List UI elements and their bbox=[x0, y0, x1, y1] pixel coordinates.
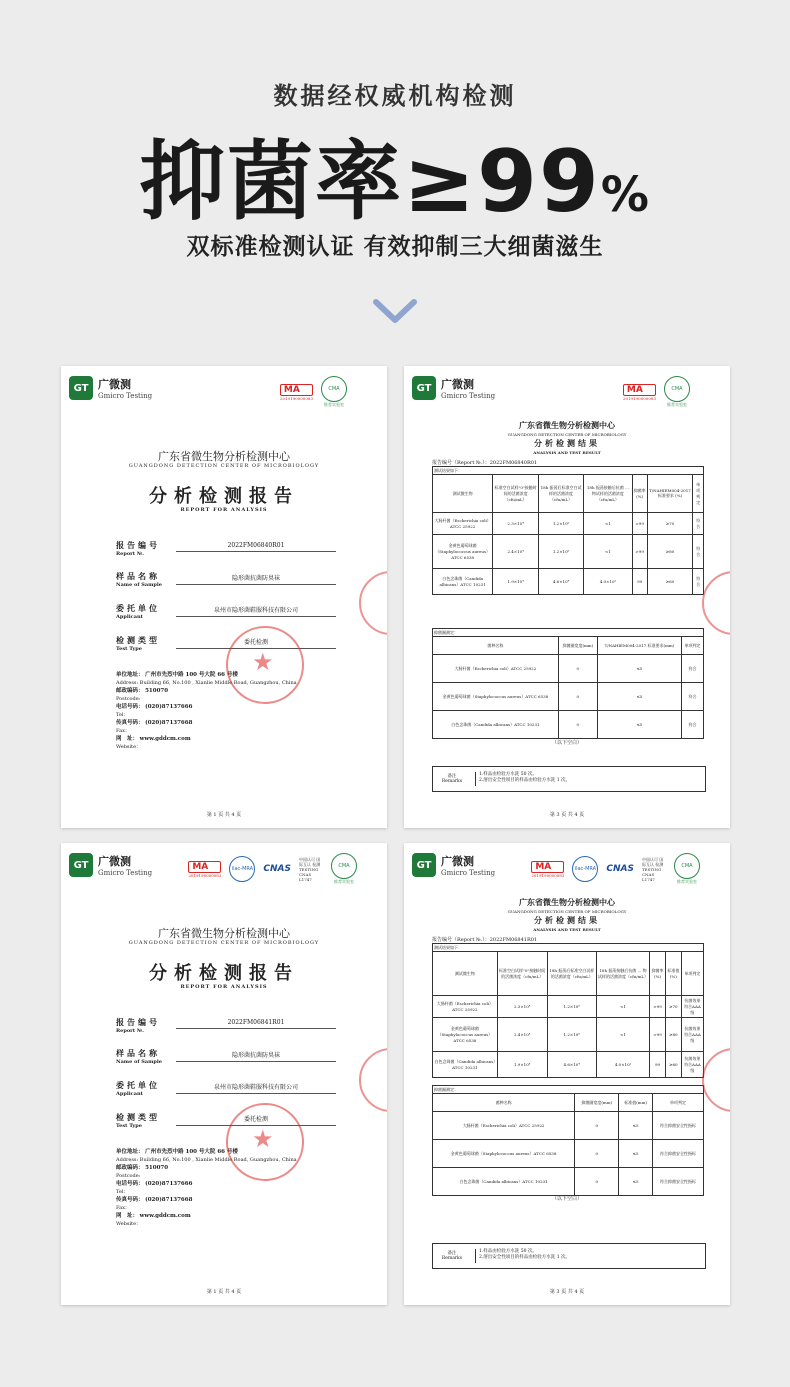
result-title: 分析检测结果 bbox=[534, 915, 600, 925]
table-row: 金黄色葡萄球菌（Staphylococcus aureus）ATCC 6538 2.4×10⁴ 1.2×10⁶ <1 >99 ≥80 符合 bbox=[433, 535, 704, 569]
edge-stamp-icon bbox=[359, 1048, 387, 1112]
sample-field: 样品名称 Name of Sample 隐形菌抗菌防臭袜 bbox=[116, 571, 346, 588]
official-stamp-icon bbox=[226, 1103, 304, 1181]
sample-field: 样品名称 Name of Sample 隐形菌抗菌防臭袜 bbox=[116, 1048, 346, 1065]
page-number: 第 1 页 共 4 页 bbox=[206, 812, 242, 818]
test-type-field: 检测类型 Test Type 委托检测 bbox=[116, 635, 346, 652]
cmmo-seal-icon: CMA bbox=[664, 376, 690, 402]
table-row: 金黄色葡萄球菌（Staphylococcus aureus）ATCC 6538 2.4×10⁴ 1.2×10⁶ <1 >99 ≥80 抗菌效果符合AAA级 bbox=[433, 1018, 704, 1052]
page-number: 第 3 页 共 4 页 bbox=[549, 812, 585, 818]
org-name-en: GUANGDONG DETECTION CENTER OF MICROBIOLOGY bbox=[128, 940, 320, 946]
certification-marks: MA 2019190000083 ilac-MRA CNAS 中国认可 国际互认 检测 TESTING CNAS L1747 CMA 推荐实验室 bbox=[188, 853, 357, 885]
halo-table: 抑菌圈测定： 菌种名称 抑菌圈宽度(mm) T/NAHIEM004-2017 标准要求(mm) 单项判定 大肠杆菌（Escherichia coli）ATCC 25922 0 ≤5 符合 金黄色葡萄球菌（Staphylococcus aureus）ATCC 6538 0 ≤5 符合 白色念珠菌（Candida albicans）ATCC 10231 0 ≤5 符合 bbox=[432, 628, 704, 739]
gt-logo-icon: GT bbox=[69, 853, 93, 877]
brand-logo bbox=[69, 376, 152, 400]
test-type-value: 委托检测 bbox=[176, 637, 336, 649]
brand-logo: GT 广微测 Gmicro Testing bbox=[412, 376, 495, 400]
report-no-field: 报告编号 Report №. 2022FM06840R01 bbox=[116, 540, 346, 557]
org-name: 广东省微生物分析检测中心 bbox=[519, 420, 615, 430]
table-row: 大肠杆菌（Escherichia coli）ATCC 25922 2.3×10⁴ 1.2×10⁶ <1 >99 ≥70 抗菌效果符合AAA级 bbox=[433, 996, 704, 1018]
certification-marks: MA 2019190000083 CMA 推荐实验室 bbox=[623, 376, 690, 408]
table-row: 大肠杆菌（Escherichia coli）ATCC 25922 2.3×10⁴ 1.2×10⁶ <1 >99 ≥70 符合 bbox=[433, 513, 704, 535]
table-row: 白色念珠菌（Candida albicans）ATCC 10231 0 ≤5 符合 bbox=[433, 711, 704, 739]
table-header-row: 测试微生物 标准空白试样"0"接触时间的活菌浓度（cfu/mL） 18h 振荡后标准空白试样的活菌浓度（cfu/mL） 18h 振荡接触后抗菌 ... 物试样的活菌浓度（cfu/mL） 抑菌率 (%) T/NAHIEM004-2017 标准要求 (%) 单项判定 bbox=[433, 475, 704, 513]
report-no-value: 2022FM06841R01 bbox=[176, 1019, 336, 1029]
gt-logo-icon: GT bbox=[412, 853, 436, 877]
cmmo-caption: 推荐实验室 bbox=[324, 402, 344, 407]
result-title: 分析检测结果 bbox=[534, 438, 600, 448]
contact-block: 单位地址： 广州市先烈中路 100 号大院 66 号楼 Address: Building 66, No.100 , Xianlie Middle Road, Guangzhou, China 邮政编码： 510070 Postcode: 电话号码： (020)87137666 Tel： 传真号码： (020)87137668 Fax： 网 址： www.gddcm.com Website： bbox=[116, 1149, 297, 1227]
remarks-box: 备注 Remarks 1.样品由检验方水洗 50 次。 2.溶出安全性项目的样品由检验方水洗 1 次。 bbox=[432, 766, 706, 792]
org-name: 广东省微生物分析检测中心 bbox=[158, 450, 290, 463]
table-row: 金黄色葡萄球菌（Staphylococcus aureus）ATCC 6538 0 ≤5 符合 bbox=[433, 683, 704, 711]
report-no-value: 2022FM06840R01 bbox=[176, 542, 336, 552]
blank-below-note: （以下空白） bbox=[551, 1196, 582, 1202]
remarks-box: 备注 Remarks 1.样品由检验方水洗 50 次。 2.溶出安全性项目的样品由检验方水洗 1 次。 bbox=[432, 1243, 706, 1269]
ilac-mra-icon: ilac-MRA bbox=[229, 856, 255, 882]
page-number: 第 3 页 共 4 页 bbox=[549, 1289, 585, 1295]
brand-logo: GT 广微测 Gmicro Testing bbox=[412, 853, 495, 877]
cmmo-seal-icon: CMA bbox=[321, 376, 347, 402]
table-header-row: 测试微生物 标准空白试样"0"接触时间的活菌浓度（cfu/mL） 18h 振荡后标准空白试样的活菌浓度（cfu/mL） 18h 振荡接触后抗菌 ... 物试样的活菌浓度（cfu/mL） 抑菌率 (%) 标准值 (%) 单项判定 bbox=[433, 952, 704, 996]
headline-percent: % bbox=[600, 167, 651, 223]
org-name-en: GUANGDONG DETECTION CENTER OF MICROBIOLOGY bbox=[507, 909, 627, 914]
report-number: 报告编号（Report №.）：2022FM06840R01 bbox=[432, 460, 538, 466]
ma-mark: MA bbox=[531, 861, 564, 873]
table-header-row: 菌种名称 抑菌圈宽度(mm) 标准值(mm) 单项判定 bbox=[433, 1094, 704, 1112]
ma-mark: MA bbox=[623, 384, 656, 396]
certification-marks bbox=[280, 376, 347, 408]
result-title-en: ANALYSIS AND TEST RESULT bbox=[533, 450, 601, 455]
table-row: 白色念珠菌（Candida albicans）ATCC 10231 1.9×10⁴ 4.6×10⁴ 4.0×10² 99 ≥60 抗菌效果符合AAA级 bbox=[433, 1052, 704, 1078]
applicant-value: 泉州市隐形菌鞋服科技有限公司 bbox=[176, 605, 336, 617]
report-no-field: 报告编号 Report №. 2022FM06841R01 bbox=[116, 1017, 346, 1034]
results-table: 测试结果如下： 测试微生物 标准空白试样"0"接触时间的活菌浓度（cfu/mL） 18h 振荡后标准空白试样的活菌浓度（cfu/mL） 18h 振荡接触后抗菌 ... 物试样的活菌浓度（cfu/mL） 抑菌率 (%) 标准值 (%) 单项判定 大肠杆菌（Escherichia coli）ATCC 25922 2.3×10⁴ 1.2×10⁶ <1 >99 ≥70 抗菌效果符合AAA级 金黄色葡萄球菌（Staphylococcus aureus）ATCC 6538 2.4×10⁴ 1.2×10⁶ <1 >99 ≥80 抗菌效果符合AAA级 白色念珠菌（Candida albicans）ATCC 10231 1.9×10⁴ 4.6×10⁴ 4.0×10² 99 ≥60 抗菌效果符合AAA级 bbox=[432, 943, 704, 1078]
report-title-en: REPORT FOR ANALYSIS bbox=[180, 984, 268, 990]
chevron-down-icon bbox=[372, 296, 418, 326]
sample-value: 隐形菌抗菌防臭袜 bbox=[176, 573, 336, 585]
table-row: 大肠杆菌（Escherichia coli）ATCC 25922 0 ≤5 符合抑菌安全性指标 bbox=[433, 1112, 704, 1140]
report-title: 分析检测报告 bbox=[149, 963, 299, 984]
cmmo-seal-icon: CMA bbox=[674, 853, 700, 879]
report-results-2 bbox=[404, 843, 730, 1305]
ma-mark: MA bbox=[188, 861, 221, 873]
ilac-mra-icon: ilac-MRA bbox=[572, 856, 598, 882]
table-row: 金黄色葡萄球菌（Staphylococcus aureus）ATCC 6538 0 ≤5 符合抑菌安全性指标 bbox=[433, 1140, 704, 1168]
page-number: 第 1 页 共 4 页 bbox=[206, 1289, 242, 1295]
report-cover-2 bbox=[61, 843, 387, 1305]
table-row: 大肠杆菌（Escherichia coli）ATCC 25922 0 ≤5 符合 bbox=[433, 655, 704, 683]
hero-description: 双标准检测认证 有效抑制三大细菌滋生 bbox=[186, 234, 604, 260]
org-name: 广东省微生物分析检测中心 bbox=[519, 897, 615, 907]
halo-table: 抑菌圈测定： 菌种名称 抑菌圈宽度(mm) 标准值(mm) 单项判定 大肠杆菌（Escherichia coli）ATCC 25922 0 ≤5 符合抑菌安全性指标 金黄色葡萄球菌（Staphylococcus aureus）ATCC 6538 0 ≤5 符合抑菌安全性指标 白色念珠菌（Candida albicans）ATCC 10231 0 ≤5 符合抑菌安全性指标 bbox=[432, 1085, 704, 1196]
results-table: 测试结果如下： 测试微生物 标准空白试样"0"接触时间的活菌浓度（cfu/mL） 18h 振荡后标准空白试样的活菌浓度（cfu/mL） 18h 振荡接触后抗菌 ... 物试样的活菌浓度（cfu/mL） 抑菌率 (%) T/NAHIEM004-2017 标准要求 (%) 单项判定 大肠杆菌（Escherichia coli）ATCC 25922 2.3×10⁴ 1.2×10⁶ <1 >99 ≥70 符合 金黄色葡萄球菌（Staphylococcus aureus）ATCC 6538 2.4×10⁴ 1.2×10⁶ <1 >99 ≥80 符合 白色念珠菌（Candida albicans）ATCC 10231 1.9×10⁴ 4.6×10⁴ 4.0×10² 99 ≥60 符合 bbox=[432, 466, 704, 595]
brand-name: 广微测 bbox=[98, 378, 131, 391]
report-cover-1 bbox=[61, 366, 387, 828]
table-row: 白色念珠菌（Candida albicans）ATCC 10231 1.9×10⁴ 4.6×10⁴ 4.0×10² 99 ≥60 符合 bbox=[433, 569, 704, 595]
edge-stamp-icon bbox=[702, 1048, 730, 1112]
cnas-note: 中国认可 国际互认 检测 TESTING CNAS L1747 bbox=[299, 856, 321, 882]
brand-name-en: Gmicro Testing bbox=[98, 392, 153, 400]
org-name-en: GUANGDONG DETECTION CENTER OF MICROBIOLOGY bbox=[507, 432, 627, 437]
org-name-en: GUANGDONG DETECTION CENTER OF MICROBIOLOGY bbox=[128, 463, 320, 469]
org-name: 广东省微生物分析检测中心 bbox=[158, 927, 290, 940]
cnas-note: 中国认可 国际互认 检测 TESTING CNAS L1747 bbox=[642, 856, 664, 882]
table-row: 白色念珠菌（Candida albicans）ATCC 10231 0 ≤5 符合抑菌安全性指标 bbox=[433, 1168, 704, 1196]
cnas-mark: CNAS bbox=[263, 864, 291, 874]
cnas-mark: CNAS bbox=[606, 864, 634, 874]
applicant-field: 委托单位 Applicant 泉州市隐形菌鞋服科技有限公司 bbox=[116, 603, 346, 620]
headline-main: 抑菌率≥99 bbox=[139, 132, 601, 232]
report-title: 分析检测报告 bbox=[149, 486, 299, 507]
gt-logo-icon: GT bbox=[412, 376, 436, 400]
cmmo-seal-icon: CMA bbox=[331, 853, 357, 879]
report-title-en: REPORT FOR ANALYSIS bbox=[180, 507, 268, 513]
hero-headline bbox=[0, 112, 790, 236]
ma-number: 2019190000083 bbox=[279, 395, 313, 401]
gt-logo-icon: GT bbox=[69, 376, 93, 400]
report-results-1 bbox=[404, 366, 730, 828]
ma-mark: MA bbox=[280, 384, 313, 396]
result-title-en: ANALYSIS AND TEST RESULT bbox=[533, 927, 601, 932]
edge-stamp-icon bbox=[702, 571, 730, 635]
report-number: 报告编号（Report №.）：2022FM06841R01 bbox=[432, 937, 538, 943]
applicant-field: 委托单位 Applicant 泉州市隐形菌鞋服科技有限公司 bbox=[116, 1080, 346, 1097]
brand-logo: GT 广微测 Gmicro Testing bbox=[69, 853, 152, 877]
official-stamp-icon bbox=[226, 626, 304, 704]
contact-block: 单位地址： 广州市先烈中路 100 号大院 66 号楼 Address: Building 66, No.100 , Xianlie Middle Road, Guangzhou, China 邮政编码： 510070 Postcode: 电话号码： (020)87137666 Tel： 传真号码： (020)87137668 Fax： 网 址： www.gddcm.com Website： bbox=[116, 672, 297, 750]
edge-stamp-icon bbox=[359, 571, 387, 635]
blank-below-note: （以下空白） bbox=[551, 740, 582, 746]
test-type-field: 检测类型 Test Type 委托检测 bbox=[116, 1112, 346, 1129]
hero-subtitle: 数据经权威机构检测 bbox=[273, 82, 517, 110]
certification-marks: MA 2019190000083 ilac-MRA CNAS 中国认可 国际互认 检测 TESTING CNAS L1747 CMA 推荐实验室 bbox=[531, 853, 700, 885]
table-header-row: 菌种名称 抑菌圈宽度(mm) T/NAHIEM004-2017 标准要求(mm) 单项判定 bbox=[433, 637, 704, 655]
